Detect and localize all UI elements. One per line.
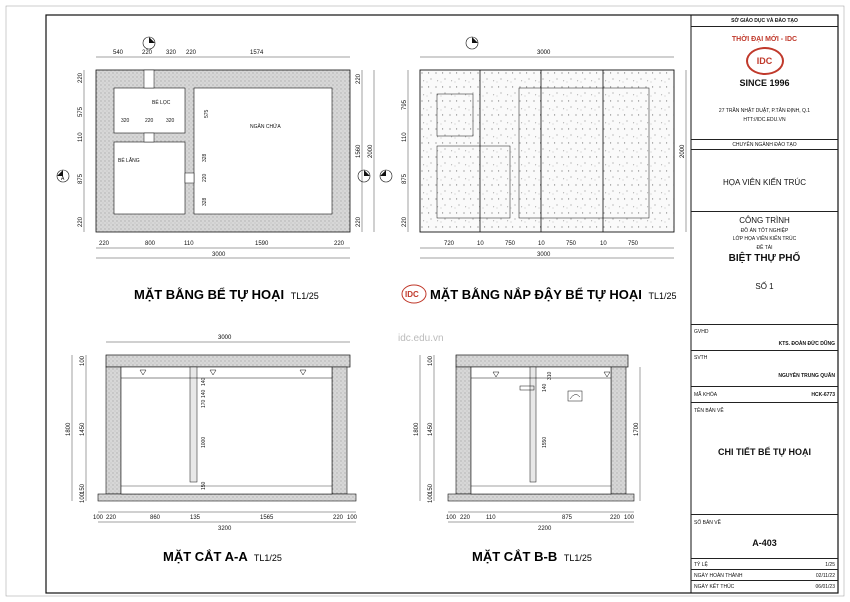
plan1-dim-left-4: 220: [78, 216, 84, 227]
plan-septic-tank: [57, 37, 374, 302]
section-a-a: [66, 335, 358, 564]
plan1-inner-4: 328: [202, 153, 208, 162]
secA-title: MẶT CẮT A-A: [163, 549, 248, 564]
plan2-scale: TL1/25: [648, 291, 677, 301]
tb-drawing-name: CHI TIẾT BỂ TỰ HOẠI: [718, 447, 811, 457]
plan1-dim-right-0: 220: [356, 73, 362, 84]
plan2-dim-left-3: 220: [402, 216, 408, 227]
plan2-dim-bot-1: 10: [477, 241, 484, 247]
secA-left-1: 1450: [80, 422, 86, 436]
secB-left-total: 1800: [414, 422, 420, 436]
tb-ministry-cell: [691, 15, 838, 27]
plan1-inner-1: 220: [145, 118, 154, 124]
tb-row-label: TỶ LỆ: [694, 562, 708, 568]
plan1-dim-bot-4: 220: [334, 241, 345, 247]
idc-logo-stamp: [402, 285, 426, 303]
tb-svth-label: SVTH: [694, 355, 708, 361]
tb-topic: BIỆT THỰ PHỐ: [728, 253, 801, 264]
tb-course-label: MÃ KHÓA: [694, 392, 718, 398]
secA-mid-1: 140: [201, 389, 207, 398]
plan1-title: MẶT BẰNG BỂ TỰ HOẠI: [134, 287, 285, 302]
secA-left-2: 150: [80, 483, 86, 494]
plan1-dim-left-1: 575: [78, 106, 84, 117]
secB-left-0: 100: [428, 355, 434, 366]
secB-overall: 2200: [538, 526, 552, 532]
plan2-title: MẶT BẰNG NẮP ĐẬY BỂ TỰ HOẠI: [430, 287, 642, 302]
secA-left-0: 100: [80, 355, 86, 366]
plan1-dim-left-3: 875: [78, 173, 84, 184]
secB-bot-2: 110: [486, 515, 496, 521]
tb-major-label-cell: [691, 140, 838, 150]
secA-bot-0: 100: [93, 515, 104, 521]
plan2-dim-left-0: 795: [402, 99, 408, 110]
tb-row: [691, 581, 838, 593]
plan1-inner-5: 220: [202, 173, 208, 182]
idc-logo: [746, 47, 784, 75]
plan2-dim-bot-5: 10: [600, 241, 607, 247]
tb-sheet-no: A-403: [752, 538, 777, 548]
plan2-dim-overall: 3000: [537, 252, 551, 258]
tb-ministry: SỞ GIÁO DỤC VÀ ĐÀO TẠO: [731, 18, 798, 24]
plan1-dim-top-4: 1574: [250, 50, 264, 56]
secA-mid-4: 150: [201, 481, 207, 490]
secA-bot-5: 220: [333, 515, 344, 521]
plan2-dim-left-2: 875: [402, 173, 408, 184]
secB-right-total: 1700: [634, 422, 640, 436]
tb-gvhd: KTS. ĐOÀN ĐỨC DŨNG: [778, 341, 835, 347]
plan1-dim-right-1: 1560: [356, 144, 362, 158]
tb-major-label: CHUYÊN NGÀNH ĐÀO TẠO: [732, 142, 797, 148]
tb-row: [691, 570, 838, 581]
plan1-dim-top-1: 220: [142, 50, 153, 56]
tb-row-value: 06/01/23: [815, 584, 835, 590]
tb-major: HỌA VIÊN KIẾN TRÚC: [723, 178, 806, 187]
tb-school: THỜI ĐẠI MỚI - IDC: [731, 36, 798, 43]
secB-mid-0: 140: [542, 383, 548, 392]
secB-bot-5: 100: [624, 515, 635, 521]
tb-gvhd-label: GVHD: [694, 329, 709, 335]
plan2-dim-bot-2: 750: [505, 241, 516, 247]
room-be-lang: BỂ LẮNG: [118, 158, 140, 164]
secA-bot-2: 860: [150, 515, 161, 521]
secA-mid-2: 170: [201, 399, 207, 408]
tb-course: HCK-6773: [811, 392, 835, 398]
plan2-dim-bot-3: 10: [538, 241, 545, 247]
svg-text:MẶT BẰNG BỂ TỰ HOẠI TL1/: [134, 287, 319, 302]
tb-row: [691, 559, 838, 570]
secA-overall: 3200: [218, 526, 232, 532]
secA-mid-0: 140: [201, 377, 207, 386]
tb-number: SỐ 1: [755, 282, 774, 291]
svg-text:MẶT BẰNG NẮP ĐẬY BỂ TỰ HOẠI: [430, 287, 676, 302]
secB-left-3: 100: [428, 492, 434, 503]
tb-since: SINCE 1996: [739, 78, 790, 88]
tb-row-label: NGÀY KẾT THÚC: [694, 584, 735, 590]
section-mark-label: A: [61, 176, 65, 182]
secB-mid-1: 310: [547, 371, 553, 380]
secB-title: MẶT CẮT B-B: [472, 549, 558, 564]
secB-left-1: 1450: [428, 422, 434, 436]
tb-website: HTT://IDC.EDU.VN: [743, 117, 786, 123]
tb-topic-label: ĐỀ TÀI: [756, 245, 773, 251]
idc-logo-text: IDC: [756, 56, 773, 66]
secB-bot-0: 100: [446, 515, 457, 521]
tb-project-cell: [691, 212, 838, 325]
plan-tank-lid: [380, 37, 686, 303]
tb-course-cell: [691, 387, 838, 403]
plan1-dim-right-total: 2000: [368, 144, 374, 158]
plan1-scale: TL1/25: [290, 291, 319, 301]
plan1-dim-left-2: 110: [78, 132, 84, 142]
plan1-dim-top-2: 320: [166, 50, 177, 56]
secB-bot-3: 875: [562, 515, 573, 521]
tb-project-sub: ĐỒ ÁN TỐT NGHIỆP: [740, 228, 789, 234]
tb-drawing-name-cell: [691, 403, 838, 515]
plan2-dim-bot-4: 750: [566, 241, 577, 247]
tb-row-label: NGÀY HOÀN THÀNH: [694, 573, 743, 579]
tb-major-cell: [691, 150, 838, 212]
plan2-dim-bot-0: 720: [444, 241, 455, 247]
tb-school-cell: [691, 27, 838, 140]
plan1-dim-right-2: 220: [356, 216, 362, 227]
plan1-dim-left-0: 220: [78, 72, 84, 83]
plan1-dim-bot-2: 110: [184, 241, 194, 247]
plan1-dim-overall: 3000: [212, 252, 226, 258]
secB-mid-2: 1550: [542, 436, 548, 448]
svg-text:MẶT CẮT B-B TL1/25: [472, 549, 592, 564]
section-b-b: [414, 355, 640, 564]
tb-row-value: 02/11/22: [815, 573, 835, 579]
tb-gvhd-cell: [691, 325, 838, 351]
tb-sheet-no-label: SỐ BẢN VẼ: [694, 520, 721, 526]
plan1-dim-top-0: 540: [113, 50, 124, 56]
plan1-dim-top-3: 220: [186, 50, 197, 56]
plan1-inner-3: 575: [204, 109, 210, 118]
tb-sheet-no-cell: [691, 515, 838, 559]
secB-scale: TL1/25: [563, 553, 592, 563]
title-block: [691, 15, 838, 593]
plan2-dim-top: 3000: [537, 50, 551, 56]
secB-bot-1: 220: [460, 515, 471, 521]
tb-class-name: LỚP HỌA VIÊN KIẾN TRÚC: [732, 236, 797, 242]
secA-dim-top: 3000: [218, 335, 232, 341]
secA-bot-6: 100: [347, 515, 358, 521]
tb-row-value: 1/25: [825, 562, 835, 568]
plan1-dim-bot-1: 800: [145, 241, 156, 247]
svg-text:IDC: IDC: [405, 290, 419, 299]
secA-mid-3: 1000: [201, 436, 207, 448]
secA-left-total: 1800: [66, 422, 72, 436]
plan1-dim-bot-3: 1590: [255, 241, 269, 247]
secA-left-3: 100: [80, 492, 86, 503]
tb-svth: NGUYỄN TRUNG QUÂN: [778, 373, 835, 379]
svg-text:MẶT CẮT A-A TL1/25: [163, 549, 282, 564]
tb-address: 27 TRẦN NHẬT DUẬT, P.TÂN ĐỊNH, Q.1: [718, 108, 811, 114]
plan2-dim-left-1: 110: [402, 132, 408, 142]
plan2-dim-bot-6: 750: [628, 241, 639, 247]
tb-drawing-name-label: TÊN BẢN VẼ: [694, 408, 724, 414]
secA-bot-1: 220: [106, 515, 117, 521]
room-be-loc: BỂ LỌC: [152, 100, 171, 106]
tb-project-label: CÔNG TRÌNH: [739, 216, 790, 225]
plan1-inner-0: 320: [121, 118, 130, 124]
secA-bot-3: 135: [190, 515, 201, 521]
watermark: idc.edu.vn: [398, 333, 444, 344]
room-ngan-chua: NGĂN CHỨA: [250, 124, 281, 130]
secA-scale: TL1/25: [253, 553, 282, 563]
plan1-inner-2: 320: [166, 118, 175, 124]
plan2-dim-right: 2000: [680, 144, 686, 158]
secB-bot-4: 220: [610, 515, 621, 521]
plan1-inner-6: 328: [202, 197, 208, 206]
tb-svth-cell: [691, 351, 838, 387]
secB-left-2: 150: [428, 483, 434, 494]
plan1-dim-bot-0: 220: [99, 241, 110, 247]
secA-bot-4: 1565: [260, 515, 274, 521]
